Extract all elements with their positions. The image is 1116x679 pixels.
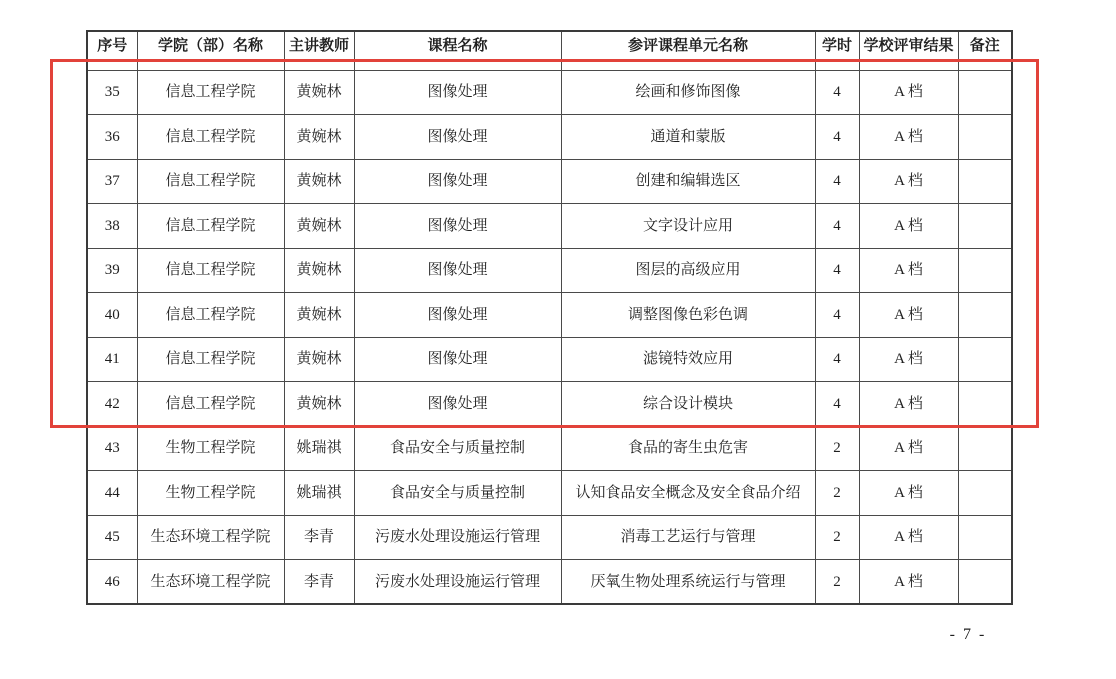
table-row [87, 159, 1012, 204]
cell-course: 污废水处理设施运行管理 [354, 515, 561, 560]
cell-college: 生物工程学院 [137, 471, 284, 516]
cell-result: A 档 [859, 382, 958, 427]
cell-result: A 档 [859, 293, 958, 338]
cell-result: A 档 [859, 471, 958, 516]
cell-course: 食品安全与质量控制 [354, 471, 561, 516]
cell-course: 图像处理 [354, 248, 561, 293]
cell-course: 图像处理 [354, 382, 561, 427]
cell-college: 信息工程学院 [137, 382, 284, 427]
cell-index: 37 [87, 159, 137, 204]
cell-unit: 消毒工艺运行与管理 [561, 515, 815, 560]
cell-result: A 档 [859, 426, 958, 471]
cell-teacher: 李青 [284, 560, 354, 605]
column-header-college: 学院（部）名称 [137, 31, 284, 61]
cell-college: 信息工程学院 [137, 293, 284, 338]
cell-remark [958, 426, 1012, 471]
cell-remark [958, 159, 1012, 204]
page-number: - 7 - [949, 626, 987, 643]
cell-remark [958, 560, 1012, 605]
cell-result: A 档 [859, 70, 958, 115]
cell-remark [958, 70, 1012, 115]
cell-index: 44 [87, 471, 137, 516]
course-review-table [86, 30, 1013, 605]
cell-course: 食品安全与质量控制 [354, 426, 561, 471]
cell-remark [958, 382, 1012, 427]
cell-index: 38 [87, 204, 137, 249]
cell-index: 43 [87, 426, 137, 471]
cell-remark [958, 248, 1012, 293]
cell-index: 40 [87, 293, 137, 338]
cell-unit: 文字设计应用 [561, 204, 815, 249]
cell-hours: 4 [815, 293, 859, 338]
cell-teacher: 黄婉林 [284, 70, 354, 115]
table-row [87, 515, 1012, 560]
cell-unit: 滤镜特效应用 [561, 337, 815, 382]
column-header-result: 学校评审结果 [859, 31, 958, 61]
cell-teacher: 黄婉林 [284, 382, 354, 427]
cell-remark [958, 337, 1012, 382]
column-header-teacher: 主讲教师 [284, 31, 354, 61]
cell-hours: 4 [815, 382, 859, 427]
cell-remark [958, 515, 1012, 560]
table-row [87, 382, 1012, 427]
cell-teacher: 黄婉林 [284, 337, 354, 382]
table-row [87, 70, 1012, 115]
cell-hours: 4 [815, 159, 859, 204]
cell-result: A 档 [859, 248, 958, 293]
cell-unit: 食品的寄生虫危害 [561, 426, 815, 471]
cell-index: 45 [87, 515, 137, 560]
cell-college: 信息工程学院 [137, 115, 284, 160]
cell-hours: 4 [815, 70, 859, 115]
cell-index: 36 [87, 115, 137, 160]
cell-hours: 4 [815, 337, 859, 382]
table-header-row [87, 31, 1012, 61]
table-row [87, 471, 1012, 516]
cell-hours: 4 [815, 115, 859, 160]
table-row [87, 248, 1012, 293]
cell-hours: 4 [815, 204, 859, 249]
table-row [87, 426, 1012, 471]
cell-result: A 档 [859, 337, 958, 382]
cell-college: 信息工程学院 [137, 337, 284, 382]
cell-teacher: 李青 [284, 515, 354, 560]
cell-unit: 创建和编辑选区 [561, 159, 815, 204]
cell-course: 图像处理 [354, 159, 561, 204]
cell-index: 46 [87, 560, 137, 605]
cell-result: A 档 [859, 560, 958, 605]
cell-course: 图像处理 [354, 115, 561, 160]
cell-unit: 认知食品安全概念及安全食品介绍 [561, 471, 815, 516]
page-break-sliver-row [87, 61, 1012, 70]
cell-unit: 通道和蒙版 [561, 115, 815, 160]
cell-course: 图像处理 [354, 70, 561, 115]
cell-hours: 2 [815, 471, 859, 516]
cell-result: A 档 [859, 515, 958, 560]
table-row [87, 560, 1012, 605]
column-header-remark: 备注 [958, 31, 1012, 61]
cell-remark [958, 471, 1012, 516]
table-row [87, 337, 1012, 382]
cell-college: 信息工程学院 [137, 248, 284, 293]
cell-result: A 档 [859, 204, 958, 249]
cell-result: A 档 [859, 159, 958, 204]
cell-unit: 厌氧生物处理系统运行与管理 [561, 560, 815, 605]
cell-hours: 2 [815, 515, 859, 560]
column-header-index: 序号 [87, 31, 137, 61]
cell-index: 39 [87, 248, 137, 293]
column-header-unit: 参评课程单元名称 [561, 31, 815, 61]
cell-remark [958, 115, 1012, 160]
cell-unit: 图层的高级应用 [561, 248, 815, 293]
cell-teacher: 黄婉林 [284, 159, 354, 204]
cell-teacher: 黄婉林 [284, 248, 354, 293]
cell-college: 信息工程学院 [137, 159, 284, 204]
cell-hours: 2 [815, 560, 859, 605]
table-row [87, 115, 1012, 160]
cell-college: 信息工程学院 [137, 70, 284, 115]
cell-college: 生物工程学院 [137, 426, 284, 471]
cell-remark [958, 293, 1012, 338]
cell-course: 污废水处理设施运行管理 [354, 560, 561, 605]
cell-index: 41 [87, 337, 137, 382]
cell-hours: 2 [815, 426, 859, 471]
cell-teacher: 黄婉林 [284, 204, 354, 249]
cell-index: 35 [87, 70, 137, 115]
cell-teacher: 黄婉林 [284, 293, 354, 338]
cell-remark [958, 204, 1012, 249]
cell-index: 42 [87, 382, 137, 427]
cell-unit: 绘画和修饰图像 [561, 70, 815, 115]
cell-teacher: 姚瑞祺 [284, 471, 354, 516]
cell-course: 图像处理 [354, 293, 561, 338]
column-header-course: 课程名称 [354, 31, 561, 61]
cell-course: 图像处理 [354, 204, 561, 249]
table-row [87, 293, 1012, 338]
cell-teacher: 姚瑞祺 [284, 426, 354, 471]
cell-college: 信息工程学院 [137, 204, 284, 249]
cell-college: 生态环境工程学院 [137, 515, 284, 560]
cell-result: A 档 [859, 115, 958, 160]
cell-unit: 调整图像色彩色调 [561, 293, 815, 338]
column-header-hours: 学时 [815, 31, 859, 61]
cell-college: 生态环境工程学院 [137, 560, 284, 605]
cell-hours: 4 [815, 248, 859, 293]
cell-course: 图像处理 [354, 337, 561, 382]
cell-unit: 综合设计模块 [561, 382, 815, 427]
table-row [87, 204, 1012, 249]
cell-teacher: 黄婉林 [284, 115, 354, 160]
